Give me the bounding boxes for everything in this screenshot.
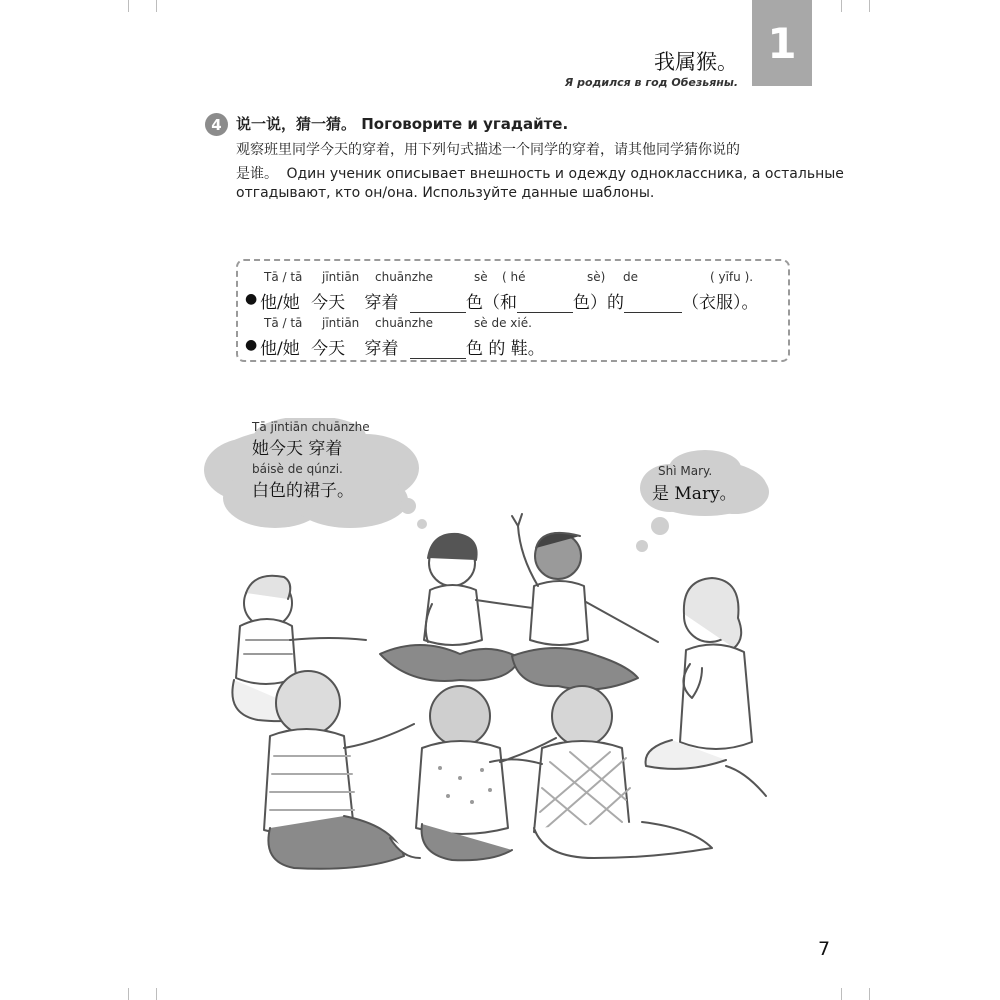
- instruction-cn-line-1: 观察班里同学今天的穿着，用下列句式描述一个同学的穿着，请其他同学猜你说的: [236, 142, 740, 158]
- pinyin-se: sè: [474, 270, 488, 284]
- instruction-ru-line-2: отгадывают, кто он/она. Используйте данные шаблоны.: [236, 185, 655, 201]
- instruction-ru-line-1: Один ученик описывает внешность и одежду одноклассника, а остальные: [286, 166, 844, 182]
- crop-mark: [841, 988, 842, 1000]
- chapter-tab: 1: [752, 0, 812, 86]
- classroom-illustration: [190, 418, 790, 900]
- pinyin-wear: chuānzhe: [375, 270, 434, 284]
- pinyin-se-de-xie: sè de xié.: [474, 316, 532, 330]
- crop-mark: [156, 988, 157, 1000]
- bullet-icon: ●: [245, 337, 258, 353]
- pinyin-wear: chuānzhe: [375, 316, 434, 330]
- crop-mark: [128, 0, 129, 12]
- bubble-left-hanzi-2: 白色的裙子。: [252, 481, 354, 501]
- instruction-cn-line-2: [236, 163, 844, 183]
- bubble-left-hanzi-1: 她今天 穿着: [252, 439, 343, 459]
- page-number: 7: [818, 938, 831, 960]
- instruction-cn-end: 是谁。: [236, 166, 278, 182]
- bubble-left-pinyin-2: báisè de qúnzi.: [252, 462, 343, 476]
- hanzi-today: 今天: [311, 293, 346, 313]
- fill-in-blank[interactable]: [624, 295, 682, 313]
- hanzi-wear: 穿着: [364, 293, 399, 313]
- child-front-right: [490, 686, 712, 858]
- crop-mark: [869, 988, 870, 1000]
- exercise-title-ru: Поговорите и угадайте.: [361, 115, 569, 133]
- exercise-title-cn: 说一说，猜一猜。: [236, 115, 357, 133]
- child-front-middle: [416, 686, 556, 860]
- crop-mark: [128, 988, 129, 1000]
- crop-mark: [869, 0, 870, 12]
- lesson-title: 我属猴。: [654, 50, 738, 74]
- pinyin-today: jīntiān: [322, 316, 360, 330]
- pinyin-today: jīntiān: [322, 270, 360, 284]
- lesson-subtitle: Я родился в год Обезьяны.: [564, 76, 738, 89]
- hanzi-wear: 穿着: [364, 339, 399, 359]
- sentence-pattern-box: [236, 259, 790, 362]
- pinyin-se2: sè): [587, 270, 606, 284]
- crop-mark: [156, 0, 157, 12]
- bubble-left-pinyin-1: Tā jīntiān chuānzhe: [252, 420, 370, 434]
- pinyin-subject: Tā / tā: [264, 316, 303, 330]
- pinyin-he: ( hé: [502, 270, 526, 284]
- hanzi-yifu: （衣服）。: [681, 293, 759, 313]
- pattern-1-sentence: [260, 288, 758, 313]
- hanzi-subject: 他/她: [260, 293, 300, 313]
- hanzi-subject: 他/她: [260, 339, 300, 359]
- hanzi-se-de-xie: 色 的 鞋。: [465, 339, 545, 359]
- child-front-left: [264, 671, 420, 869]
- hanzi-today: 今天: [311, 339, 346, 359]
- exercise-title: [236, 113, 568, 134]
- pinyin-yifu: ( yīfu ).: [710, 270, 754, 284]
- hanzi-se: 色（和: [465, 293, 517, 313]
- fill-in-blank[interactable]: [410, 295, 466, 313]
- crop-mark: [841, 0, 842, 12]
- pattern-2-sentence: [260, 334, 545, 359]
- fill-in-blank[interactable]: [410, 341, 466, 359]
- child-back-right: [512, 514, 658, 690]
- child-right: [646, 578, 766, 796]
- fill-in-blank[interactable]: [517, 295, 573, 313]
- bubble-right-pinyin: Shì Mary.: [658, 464, 713, 478]
- exercise-number-badge: 4: [205, 113, 228, 136]
- bubble-right-hanzi: 是 Mary。: [652, 484, 737, 504]
- hanzi-se2: 色）的: [572, 293, 624, 313]
- pinyin-de: de: [623, 270, 638, 284]
- pinyin-subject: Tā / tā: [264, 270, 303, 284]
- bullet-icon: ●: [245, 291, 258, 307]
